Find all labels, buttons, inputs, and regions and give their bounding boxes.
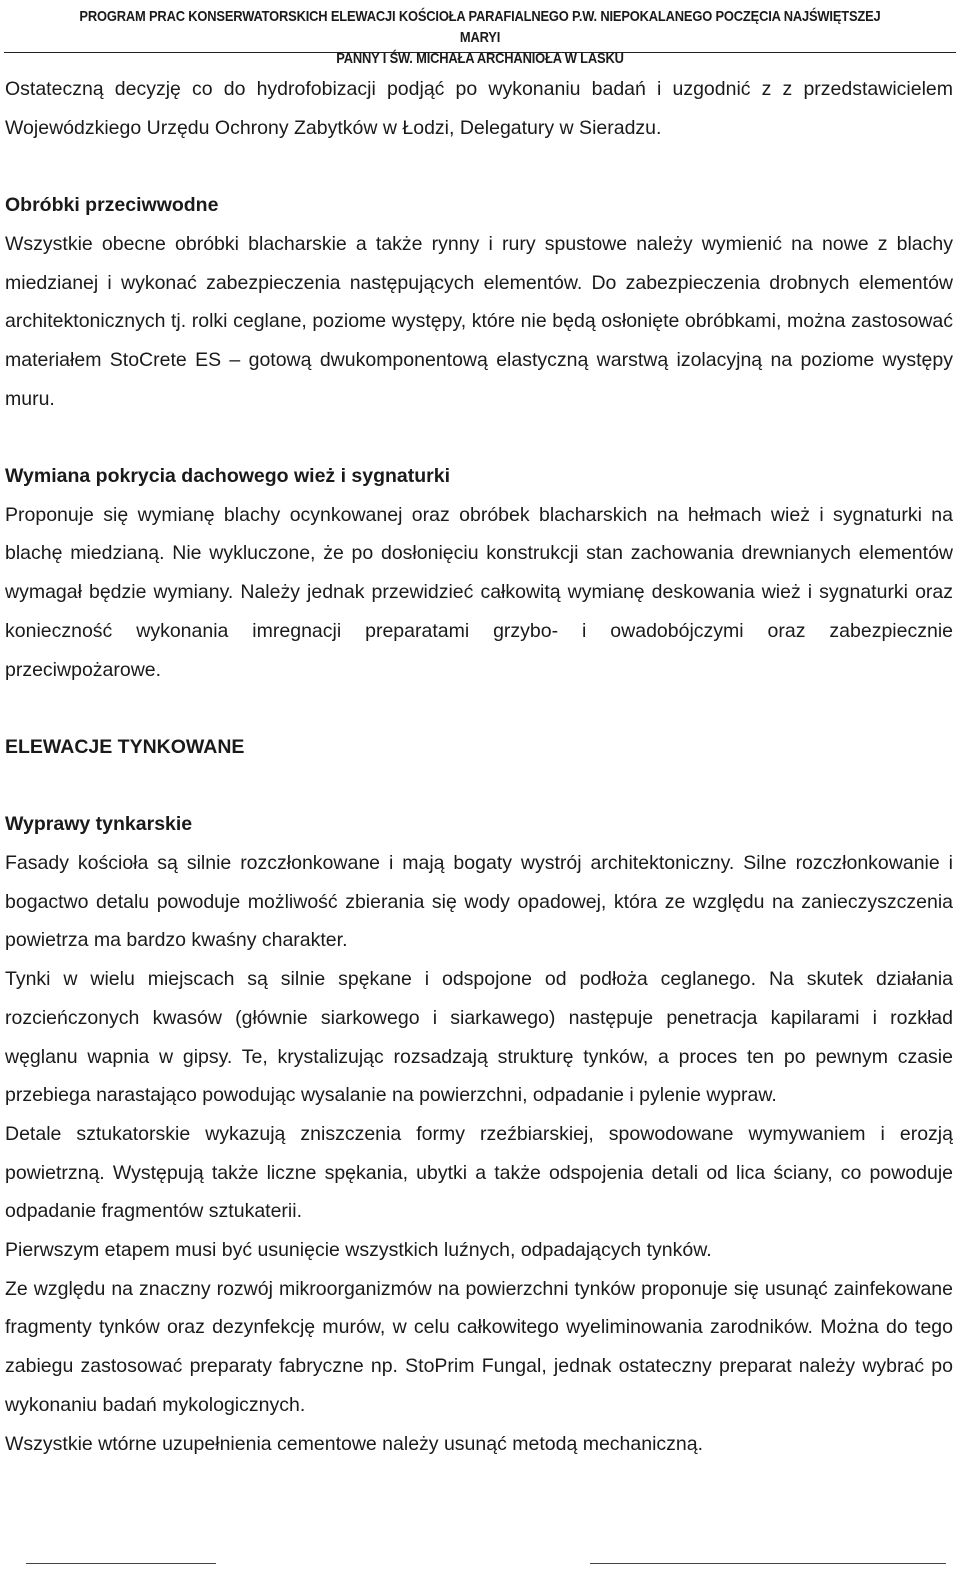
- header-title-line-2: PANNY I ŚW. MICHAŁA ARCHANIOŁA W LASKU: [336, 50, 624, 67]
- paragraph-tynki: Tynki w wielu miejscach są silnie spękane i odspojone od podłoża ceglanego. Na skutek działania rozcieńczonych kwasów (głównie siarkowego i siarkawego) następuje penetracja kapilarami i rozkład węglanu wapnia w gipsy. Te, krystalizując rozsadzają strukturę tynków, a proces ten po pewnym czasie przebiega narastająco powodując wysalanie na powierzchni, odpadanie i pylenie wypraw.: [5, 968, 953, 1107]
- footer-rule-left: [26, 1563, 216, 1564]
- spacer: [5, 689, 953, 728]
- spacer: [5, 767, 953, 806]
- header-rule: [4, 52, 956, 53]
- section-text-obrobki: Wszystkie obecne obróbki blacharskie a także rynny i rury spustowe należy wymienić na nowe z blachy miedzianej i wykonać zabezpieczenia następujących elementów. Do zabezpieczenia drobnych elementów architektonicznych tj. rolki ceglane, poziome występy, które nie będą osłonięte obróbkami, można zastosować materiałem StoCrete ES – gotową dwukomponentową elastyczną warstwą izolacyjną na poziome występy muru.: [5, 232, 953, 410]
- paragraph-uzupelnienia: Wszystkie wtórne uzupełnienia cementowe należy usunąć metodą mechaniczną.: [5, 1432, 704, 1455]
- section-heading-obrobki: Obróbki przeciwwodne: [5, 194, 219, 217]
- paragraph-detale: Detale sztukatorskie wykazują zniszczenia formy rzeźbiarskiej, spowodowane wymywaniem i erozją powietrzną. Występują także liczne spękania, ubytki a także odspojenia detali od lica ściany, co powoduje odpadanie fragmentów sztukaterii.: [5, 1122, 953, 1223]
- section-heading-pokrycie: Wymiana pokrycia dachowego wież i sygnaturki: [5, 465, 451, 487]
- paragraph-pierwszy-etap: Pierwszym etapem musi być usunięcie wszystkich luźnych, odpadających tynków.: [5, 1239, 712, 1262]
- document-body: [5, 70, 953, 1463]
- intro-paragraph: Ostateczną decyzję co do hydrofobizacji podjąć po wykonaniu badań i uzgodnić z z przedstawicielem Wojewódzkiego Urzędu Ochrony Zabytków w Łodzi, Delegatury w Sieradzu.: [5, 78, 953, 139]
- spacer: [5, 147, 953, 186]
- section-text-pokrycie: Proponuje się wymianę blachy ocynkowanej oraz obróbek blacharskich na hełmach wież i sygnaturki na blachę miedzianą. Nie wykluczone, że po dosłonięciu konstrukcji stan zachowania drewnianych elementów wymagał będzie wymiany. Należy jednak przewidzieć całkowitą wymianę deskowania wież i sygnaturki oraz konieczność wykonania imregnacji preparatami grzybo- i owadobójczymi oraz zabezpiecznie przeciwpożarowe.: [5, 503, 953, 681]
- spacer: [5, 418, 953, 457]
- main-heading-elewacje: ELEWACJE TYNKOWANE: [5, 735, 245, 758]
- paragraph-mikroorganizmy: Ze względu na znaczny rozwój mikroorganizmów na powierzchni tynków proponuje się usunąć zainfekowane fragmenty tynków oraz dezynfekcję murów, w celu całkowitego wyeliminowania zarodników. Można do tego zabiegu zastosować preparaty fabryczne np. StoPrim Fungal, jednak ostateczny preparat należy wybrać po wykonaniu badań mykologicznych.: [5, 1277, 953, 1416]
- section-heading-wyprawy: Wyprawy tynkarskie: [5, 813, 193, 836]
- paragraph-fasady: Fasady kościoła są silnie rozczłonkowane i mają bogaty wystrój architektoniczny. Silne rozczłonkowanie i bogactwo detalu powoduje możliwość zbierania się wody opadowej, która ze względu na zanieczyszczenia powietrza ma bardzo kwaśny charakter.: [5, 852, 953, 952]
- page-header: [67, 6, 893, 69]
- header-title-line-1: PROGRAM PRAC KONSERWATORSKICH ELEWACJI KOŚCIOŁA PARAFIALNEGO P.W. NIEPOKALANEGO POCZĘCIA NAJŚWIĘTSZEJ MARYI: [79, 8, 881, 46]
- footer-rule-right: [590, 1563, 946, 1564]
